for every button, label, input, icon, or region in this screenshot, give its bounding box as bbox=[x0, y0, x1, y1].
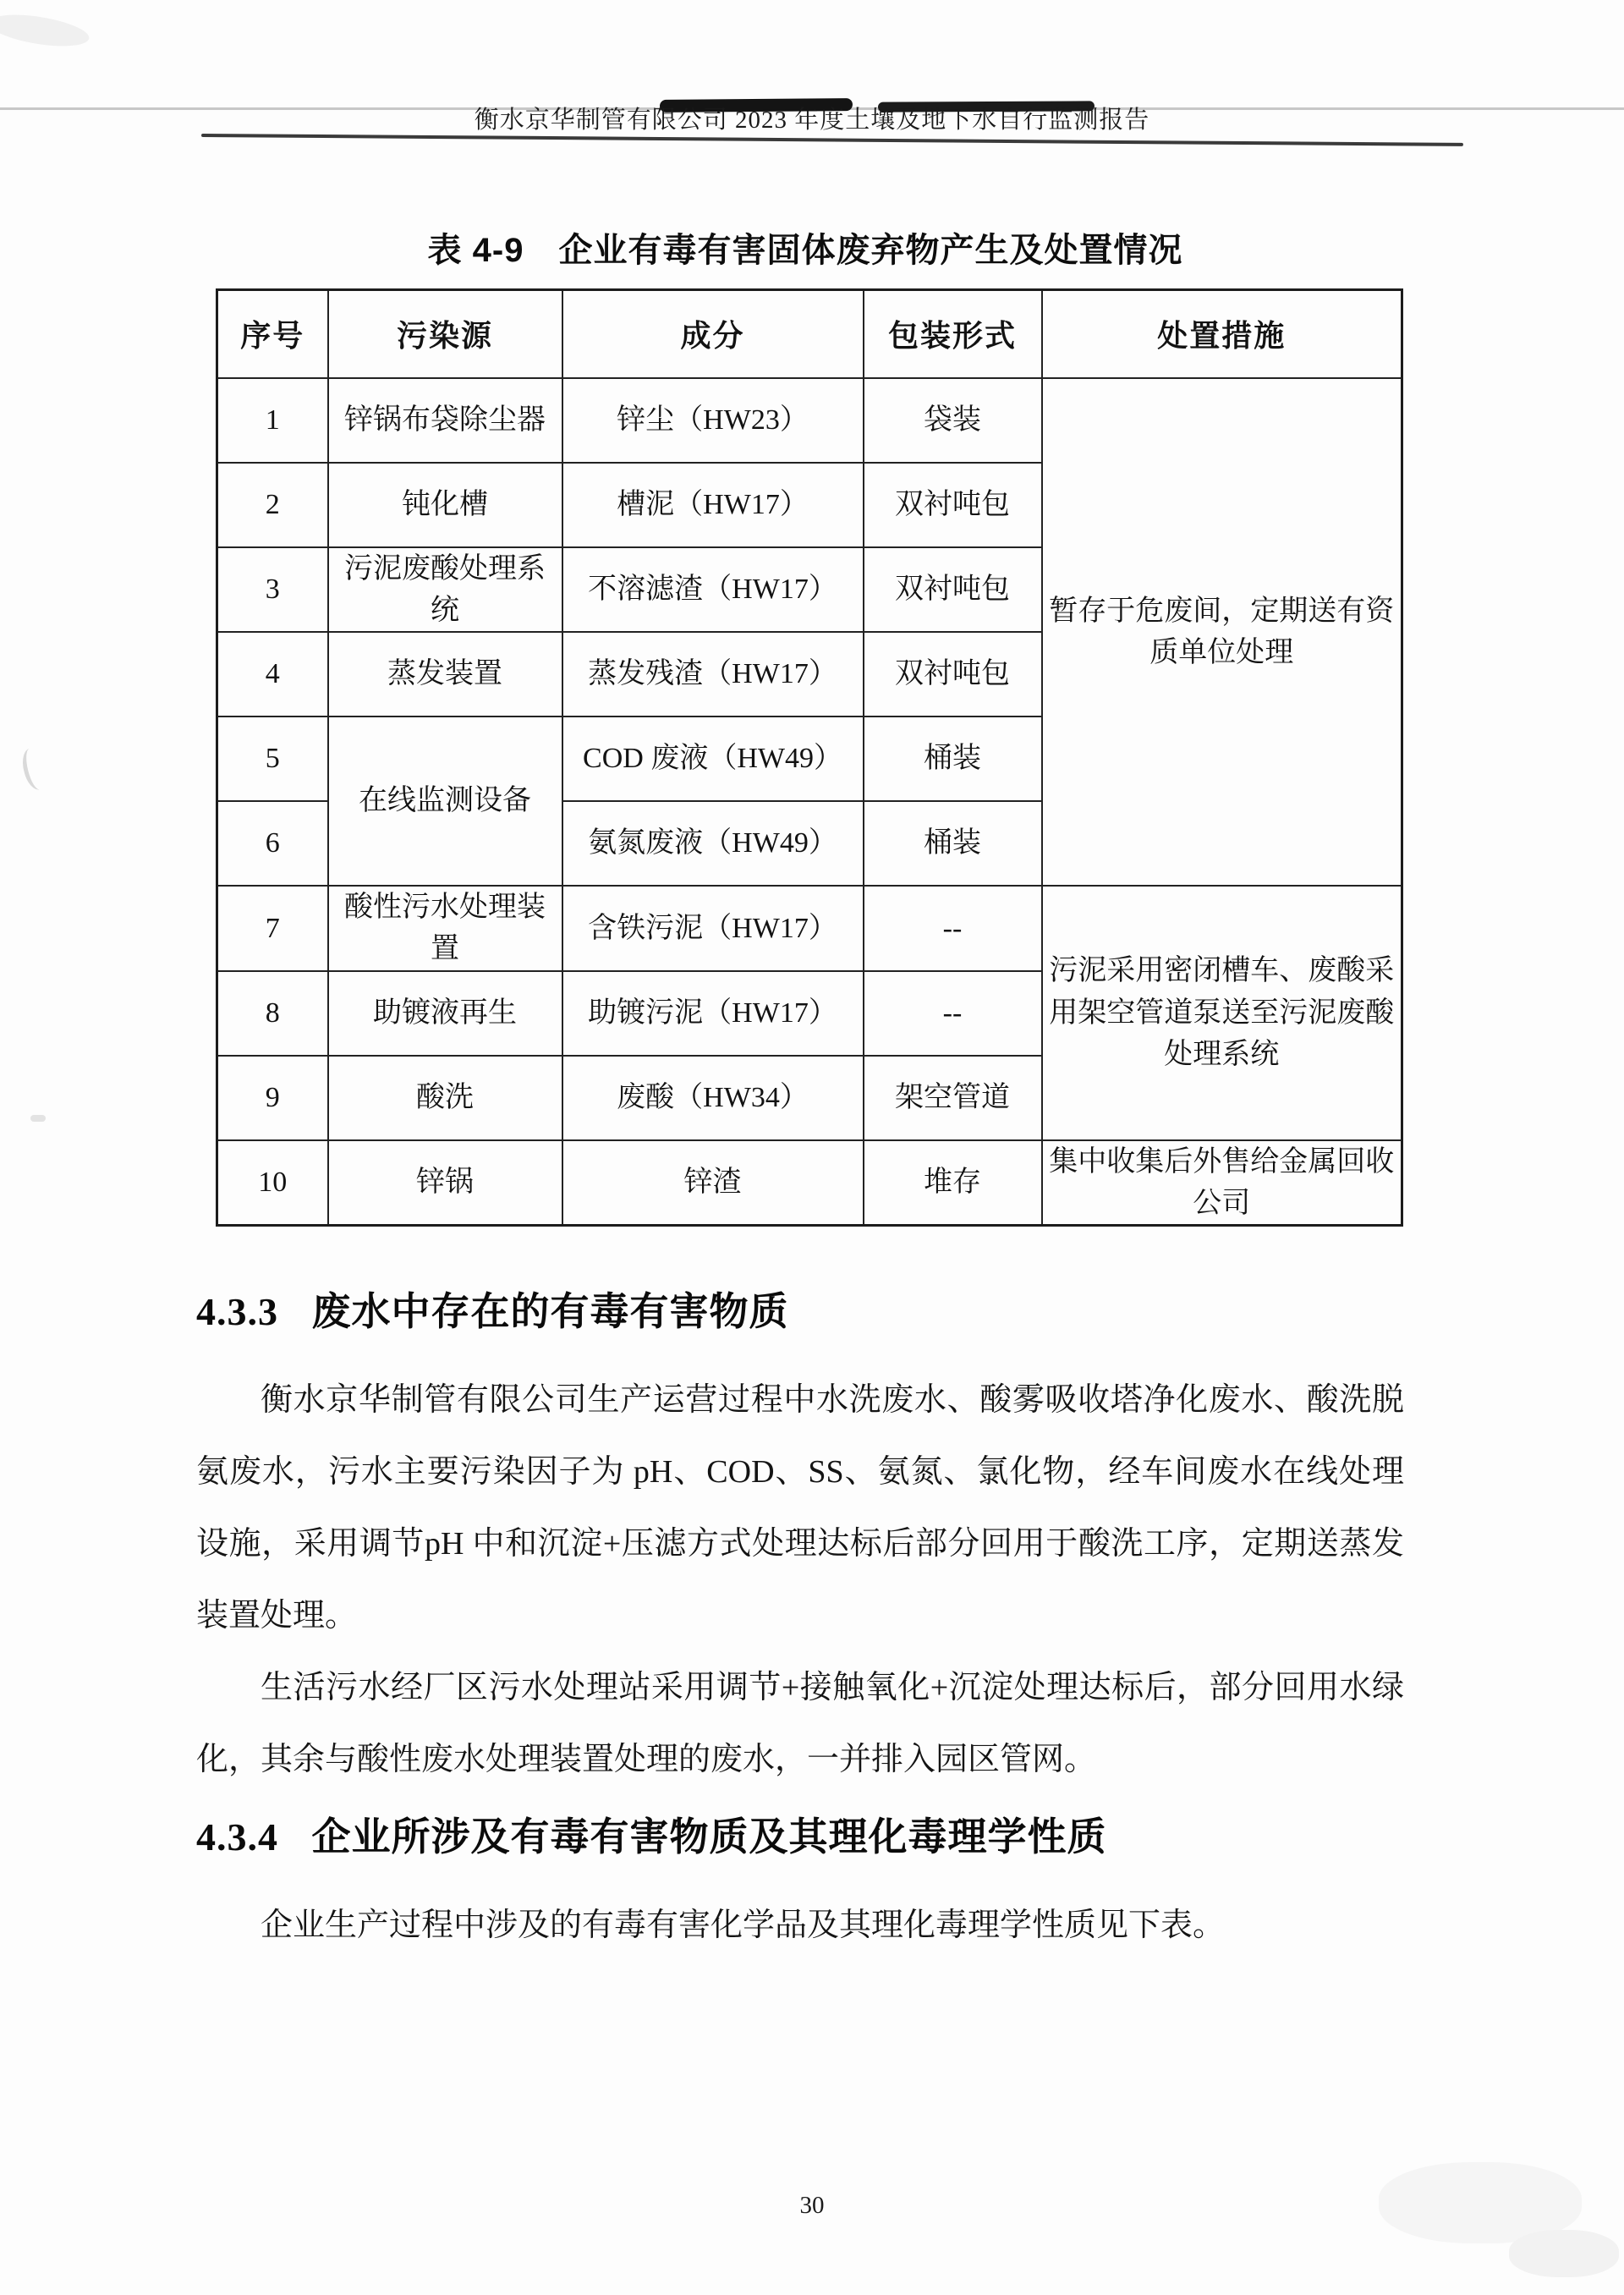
cell-source: 锌锅 bbox=[328, 1140, 562, 1226]
cell-component: 蒸发残渣（HW17） bbox=[562, 632, 864, 717]
paragraph: 衡水京华制管有限公司生产运营过程中水洗废水、酸雾吸收塔净化废水、酸洗脱氨废水，污水主要污染因子为 pH、COD、SS、氨氮、氯化物，经车间废水在线处理设施，采用调节pH 中和沉淀+压滤方式处理达标后部分回用于酸洗工序，定期送蒸发装置处理。 bbox=[196, 1382, 1404, 1634]
scan-mark bbox=[19, 746, 50, 793]
cell-packaging: 架空管道 bbox=[864, 1056, 1042, 1140]
paragraph: 企业生产过程中涉及的有毒有害化学品及其理化毒理学性质见下表。 bbox=[261, 1908, 1226, 1944]
section-title: 废水中存在的有毒有害物质 bbox=[311, 1289, 789, 1334]
col-header-packaging: 包装形式 bbox=[864, 290, 1042, 378]
cell-component: 槽泥（HW17） bbox=[562, 463, 864, 547]
table-row bbox=[217, 1140, 1402, 1226]
paragraph: 生活污水经厂区污水处理站采用调节+接触氧化+沉淀处理达标后，部分回用水绿化，其余与酸性废水处理装置处理的废水，一并排入园区管网。 bbox=[196, 1670, 1404, 1778]
scan-mark bbox=[0, 9, 91, 52]
cell-component: 助镀污泥（HW17） bbox=[562, 971, 864, 1056]
cell-source: 酸性污水处理装置 bbox=[328, 886, 562, 971]
table-caption: 表 4-9 企业有毒有害固体废弃物产生及处置情况 bbox=[427, 232, 1183, 269]
cell-component: 锌尘（HW23） bbox=[562, 378, 864, 463]
section-title: 企业所涉及有毒有害物质及其理化毒理学性质 bbox=[311, 1815, 1107, 1859]
cell-no: 2 bbox=[217, 463, 328, 547]
cell-packaging: 桶装 bbox=[864, 801, 1042, 886]
table-row bbox=[217, 378, 1402, 463]
section-number: 4.3.4 bbox=[196, 1815, 278, 1859]
cell-no: 6 bbox=[217, 801, 328, 886]
cell-no: 9 bbox=[217, 1056, 328, 1140]
cell-no: 5 bbox=[217, 717, 328, 801]
cell-source: 蒸发装置 bbox=[328, 632, 562, 717]
cell-packaging: 袋装 bbox=[864, 378, 1042, 463]
cell-disposal-group-3: 集中收集后外售给金属回收公司 bbox=[1042, 1140, 1402, 1226]
col-header-disposal: 处置措施 bbox=[1042, 290, 1402, 378]
cell-packaging: 双衬吨包 bbox=[864, 547, 1042, 633]
section-number: 4.3.3 bbox=[196, 1290, 278, 1334]
cell-component: 含铁污泥（HW17） bbox=[562, 886, 864, 971]
cell-component: 锌渣 bbox=[562, 1140, 864, 1226]
cell-source: 助镀液再生 bbox=[328, 971, 562, 1056]
col-header-source: 污染源 bbox=[328, 290, 562, 378]
cell-packaging: 双衬吨包 bbox=[864, 463, 1042, 547]
cell-no: 10 bbox=[217, 1140, 328, 1226]
cell-source: 锌锅布袋除尘器 bbox=[328, 378, 562, 463]
page-number: 30 bbox=[799, 2192, 825, 2219]
report-header-title: 衡水京华制管有限公司 2023 年度土壤及地下水自行监测报告 bbox=[474, 107, 1150, 134]
cell-disposal-group-1: 暂存于危废间，定期送有资质单位处理 bbox=[1042, 378, 1402, 887]
cell-no: 7 bbox=[217, 886, 328, 971]
cell-component: 不溶滤渣（HW17） bbox=[562, 547, 864, 633]
scan-mark bbox=[1509, 2230, 1619, 2277]
cell-source: 酸洗 bbox=[328, 1056, 562, 1140]
table-row bbox=[217, 886, 1402, 971]
cell-no: 1 bbox=[217, 378, 328, 463]
cell-component: 废酸（HW34） bbox=[562, 1056, 864, 1140]
cell-no: 8 bbox=[217, 971, 328, 1056]
col-header-no: 序号 bbox=[217, 290, 328, 378]
cell-source: 污泥废酸处理系统 bbox=[328, 547, 562, 633]
cell-packaging: 双衬吨包 bbox=[864, 632, 1042, 717]
cell-source: 钝化槽 bbox=[328, 463, 562, 547]
hazardous-waste-table bbox=[216, 288, 1403, 1227]
section-heading-433 bbox=[196, 1289, 1404, 1334]
section-heading-434 bbox=[196, 1815, 1404, 1859]
cell-packaging: -- bbox=[864, 971, 1042, 1056]
scan-mark bbox=[30, 1115, 46, 1122]
col-header-component: 成分 bbox=[562, 290, 864, 378]
cell-packaging: 堆存 bbox=[864, 1140, 1042, 1226]
cell-no: 3 bbox=[217, 547, 328, 633]
table-header-row bbox=[217, 290, 1402, 378]
cell-no: 4 bbox=[217, 632, 328, 717]
page-content bbox=[196, 0, 1404, 1962]
cell-component: COD 废液（HW49） bbox=[562, 717, 864, 801]
cell-packaging: -- bbox=[864, 886, 1042, 971]
cell-component: 氨氮废液（HW49） bbox=[562, 801, 864, 886]
cell-source-merged: 在线监测设备 bbox=[328, 717, 562, 886]
cell-packaging: 桶装 bbox=[864, 717, 1042, 801]
cell-disposal-group-2: 污泥采用密闭槽车、废酸采用架空管道泵送至污泥废酸处理系统 bbox=[1042, 886, 1402, 1140]
